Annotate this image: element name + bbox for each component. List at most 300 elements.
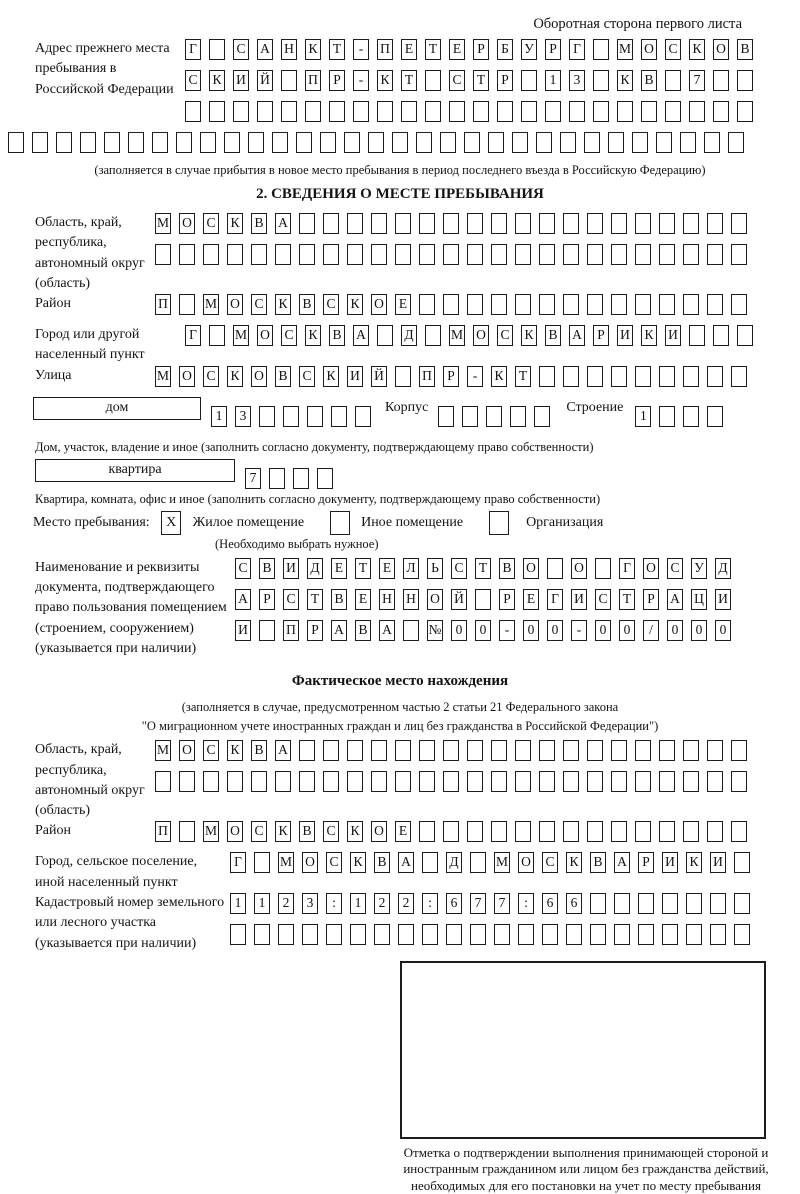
char-box [521,70,537,91]
char-box: Р [499,589,515,610]
char-box [275,244,291,265]
char-box: О [713,39,729,60]
char-box [419,213,435,234]
char-box [395,740,411,761]
char-box [185,101,201,122]
char-box: 1 [545,70,561,91]
char-box: П [377,39,393,60]
korpus-cells [438,406,558,427]
char-box: 1 [211,406,227,427]
char-box: Г [230,852,246,873]
prev-address-row-1 [185,39,761,60]
char-box: И [283,558,299,579]
char-box [491,244,507,265]
confirmation-mark-caption: Отметка о подтверждении выполнения принимающей стороной и иностранным гражданином или лицом без гражданства действий, необходимых для его постановки на учет по месту пребывания [403,1145,769,1193]
char-box [299,244,315,265]
stay-type-checkbox-other [330,511,350,535]
char-box: В [275,366,291,387]
char-box [710,924,726,945]
char-box: М [155,740,171,761]
char-box [683,740,699,761]
char-box: А [379,620,395,641]
char-box: С [251,821,267,842]
char-box [707,740,723,761]
char-box [611,740,627,761]
char-box [563,821,579,842]
char-box [419,740,435,761]
char-box: П [155,821,171,842]
char-box: С [323,821,339,842]
char-box [659,366,675,387]
char-box [617,101,633,122]
char-box [683,244,699,265]
char-box [395,244,411,265]
char-box [374,924,390,945]
char-box: К [491,366,507,387]
char-box [443,294,459,315]
char-box [545,101,561,122]
prev-address-row-4 [0,132,800,153]
char-box [443,771,459,792]
region-row-1 [155,213,755,234]
char-box [593,39,609,60]
char-box: К [566,852,582,873]
prev-address-row-2 [185,70,761,91]
char-box [665,70,681,91]
char-box: 0 [451,620,467,641]
char-box: В [331,589,347,610]
char-box [635,821,651,842]
char-box [515,294,531,315]
char-box [614,893,630,914]
char-box [209,39,225,60]
char-box [371,244,387,265]
char-box: 0 [619,620,635,641]
char-box: О [227,294,243,315]
cadastre-block [0,893,800,955]
char-box [536,132,552,153]
char-box [635,366,651,387]
char-box: Й [257,70,273,91]
char-box: О [179,213,195,234]
city-row [185,325,761,346]
char-box [587,213,603,234]
char-box [323,244,339,265]
char-box: С [233,39,249,60]
char-box: О [302,852,318,873]
char-box [227,771,243,792]
char-box: : [422,893,438,914]
char-box [641,101,657,122]
char-box: П [305,70,321,91]
char-box [467,294,483,315]
char-box: В [499,558,515,579]
char-box [179,821,195,842]
char-box [491,213,507,234]
char-box: Г [569,39,585,60]
char-box: Р [329,70,345,91]
char-box: Р [497,70,513,91]
char-box [203,771,219,792]
char-box [230,924,246,945]
char-box [587,294,603,315]
char-box [80,132,96,153]
document-label: Наименование и реквизиты документа, подтверждающего право пользования помещением (строением, сооружением) (указывается при наличии) [35,559,227,656]
char-box [659,406,675,427]
char-box [707,366,723,387]
char-box: С [595,589,611,610]
char-box [710,893,726,914]
char-box: Е [355,589,371,610]
char-box: Г [619,558,635,579]
char-box: 0 [523,620,539,641]
char-box: И [665,325,681,346]
char-box: О [523,558,539,579]
char-box [659,213,675,234]
char-box [707,244,723,265]
char-box [731,294,747,315]
char-box: 3 [302,893,318,914]
char-box: А [667,589,683,610]
char-box: В [355,620,371,641]
char-box [731,244,747,265]
char-box [632,132,648,153]
document-row-2 [235,589,739,610]
char-box [425,70,441,91]
char-box [731,366,747,387]
char-box: Е [331,558,347,579]
char-box [659,740,675,761]
char-box: 1 [350,893,366,914]
char-box: - [353,39,369,60]
char-box: В [641,70,657,91]
char-box [563,294,579,315]
char-box: 0 [715,620,731,641]
char-box [707,771,723,792]
char-box: В [299,821,315,842]
char-box: : [326,893,342,914]
cadastre-row-2 [230,924,758,945]
char-box: О [179,366,195,387]
char-box [293,468,309,489]
stay-type-note: (Необходимо выбрать нужное) [215,536,379,551]
char-box [307,406,323,427]
char-box: Й [451,589,467,610]
prev-address-row-3 [185,101,761,122]
char-box: Н [379,589,395,610]
char-box [395,366,411,387]
char-box [539,740,555,761]
char-box [659,244,675,265]
char-box [323,771,339,792]
char-box [737,325,753,346]
page-header-note: Оборотная сторона первого листа [533,16,742,32]
district-row [155,294,755,315]
char-box [491,740,507,761]
char-box: И [715,589,731,610]
char-box: : [518,893,534,914]
char-box [665,101,681,122]
char-box: 7 [245,468,261,489]
char-box: К [350,852,366,873]
actual-location-note-1: (заполняется в случае, предусмотренном частью 2 статьи 21 Федерального закона [181,700,619,715]
cadastre-row-1 [230,893,758,914]
char-box: И [347,366,363,387]
char-box [419,771,435,792]
char-box [635,244,651,265]
char-box [470,852,486,873]
char-box [257,101,273,122]
district-block [0,294,800,325]
char-box: М [494,852,510,873]
char-box [269,468,285,489]
char-box [569,101,585,122]
char-box: К [305,325,321,346]
char-box [152,132,168,153]
char-box [512,132,528,153]
char-box: О [179,740,195,761]
char-box: М [155,213,171,234]
char-box [320,132,336,153]
actual-region-row-1 [155,740,755,761]
char-box: Т [401,70,417,91]
char-box: И [235,620,251,641]
char-box [464,132,480,153]
char-box: В [299,294,315,315]
char-box [707,821,723,842]
char-box [128,132,144,153]
char-box [515,213,531,234]
document-row-3 [235,620,739,641]
char-box [614,924,630,945]
char-box: К [305,39,321,60]
char-box: И [662,852,678,873]
char-box [497,101,513,122]
char-box [104,132,120,153]
char-box: Е [449,39,465,60]
char-box [443,244,459,265]
char-box [392,132,408,153]
char-box [179,771,195,792]
char-box: Е [395,821,411,842]
char-box: Е [395,294,411,315]
char-box: В [251,740,267,761]
char-box: В [251,213,267,234]
char-box [299,740,315,761]
char-box: В [737,39,753,60]
house-note: Дом, участок, владение и иное (заполнить согласно документу, подтверждающему право собственности) [35,439,594,454]
char-box [635,771,651,792]
char-box: О [643,558,659,579]
char-box [713,70,729,91]
char-box: Д [446,852,462,873]
cadastre-label: Кадастровый номер земельного или лесного участка (указывается при наличии) [35,895,225,951]
char-box: О [473,325,489,346]
char-box: П [155,294,171,315]
city-block [0,325,800,366]
char-box [323,740,339,761]
char-box [734,893,750,914]
char-box [539,244,555,265]
char-box [686,924,702,945]
char-box: А [569,325,585,346]
char-box: Р [307,620,323,641]
char-box [707,213,723,234]
char-box: Р [259,589,275,610]
char-box [254,852,270,873]
apartment-cells [245,468,341,489]
char-box [443,821,459,842]
actual-district-block [0,821,800,852]
char-box: У [691,558,707,579]
char-box: С [326,852,342,873]
char-box: Р [443,366,459,387]
char-box: С [185,70,201,91]
char-box: О [227,821,243,842]
char-box: № [427,620,443,641]
region-label: Область, край, республика, автономный округ (область) [35,215,145,291]
char-box: С [203,366,219,387]
char-box [734,924,750,945]
char-box [278,924,294,945]
char-box [587,771,603,792]
char-box [638,924,654,945]
char-box: 0 [547,620,563,641]
char-box [422,924,438,945]
char-box: 1 [230,893,246,914]
apartment-block [0,459,800,489]
char-box [272,132,288,153]
char-box: М [278,852,294,873]
char-box [560,132,576,153]
char-box: Т [307,589,323,610]
char-box [707,406,723,427]
char-box [662,924,678,945]
char-box [398,924,414,945]
stay-type-checkbox-residential: X [161,511,181,535]
char-box: О [518,852,534,873]
char-box [344,132,360,153]
char-box: С [665,39,681,60]
char-box: 7 [470,893,486,914]
char-box [731,821,747,842]
char-box: - [353,70,369,91]
char-box [566,924,582,945]
char-box [305,101,321,122]
section2-title: 2. СВЕДЕНИЯ О МЕСТЕ ПРЕБЫВАНИЯ [256,186,544,202]
char-box: К [227,740,243,761]
char-box: К [227,366,243,387]
char-box [683,821,699,842]
char-box: М [203,294,219,315]
char-box [475,589,491,610]
char-box [539,213,555,234]
char-box [587,821,603,842]
char-box: К [641,325,657,346]
char-box [353,101,369,122]
char-box: С [323,294,339,315]
char-box: 6 [446,893,462,914]
char-box [515,771,531,792]
char-box [355,406,371,427]
char-box [446,924,462,945]
char-box: 1 [635,406,651,427]
char-box [539,366,555,387]
char-box [491,294,507,315]
char-box [683,213,699,234]
prev-address-block [0,39,800,132]
char-box: В [259,558,275,579]
char-box [467,771,483,792]
char-box [317,468,333,489]
char-box: Н [403,589,419,610]
char-box: Р [473,39,489,60]
char-box: К [686,852,702,873]
char-box [155,244,171,265]
char-box [200,132,216,153]
char-box [704,132,720,153]
char-box: О [427,589,443,610]
char-box [462,406,478,427]
char-box [534,406,550,427]
char-box [707,294,723,315]
char-box [329,101,345,122]
char-box [209,325,225,346]
char-box: С [451,558,467,579]
char-box: 0 [475,620,491,641]
char-box: А [398,852,414,873]
char-box: К [209,70,225,91]
char-box [449,101,465,122]
char-box [395,213,411,234]
char-box [486,406,502,427]
char-box: Т [475,558,491,579]
char-box [737,70,753,91]
char-box: - [571,620,587,641]
char-box: 0 [691,620,707,641]
char-box [155,771,171,792]
char-box: Т [473,70,489,91]
char-box: И [233,70,249,91]
char-box [611,771,627,792]
char-box [248,132,264,153]
char-box [635,213,651,234]
char-box [680,132,696,153]
region-block [0,213,800,294]
char-box [443,213,459,234]
char-box [347,213,363,234]
char-box [635,740,651,761]
char-box [539,294,555,315]
char-box [302,924,318,945]
char-box: С [497,325,513,346]
region-row-2 [155,244,755,265]
char-box [737,101,753,122]
char-box: Л [403,558,419,579]
char-box: С [283,589,299,610]
char-box [299,213,315,234]
stay-type-block [0,511,800,535]
stay-type-option-other: Иное помещение [361,515,464,530]
char-box [515,244,531,265]
char-box [470,924,486,945]
char-box [401,101,417,122]
stay-type-label: Место пребывания: [33,515,150,530]
char-box [587,740,603,761]
city-label: Город или другой населенный пункт [35,327,145,363]
document-row-1 [235,558,739,579]
char-box: И [571,589,587,610]
